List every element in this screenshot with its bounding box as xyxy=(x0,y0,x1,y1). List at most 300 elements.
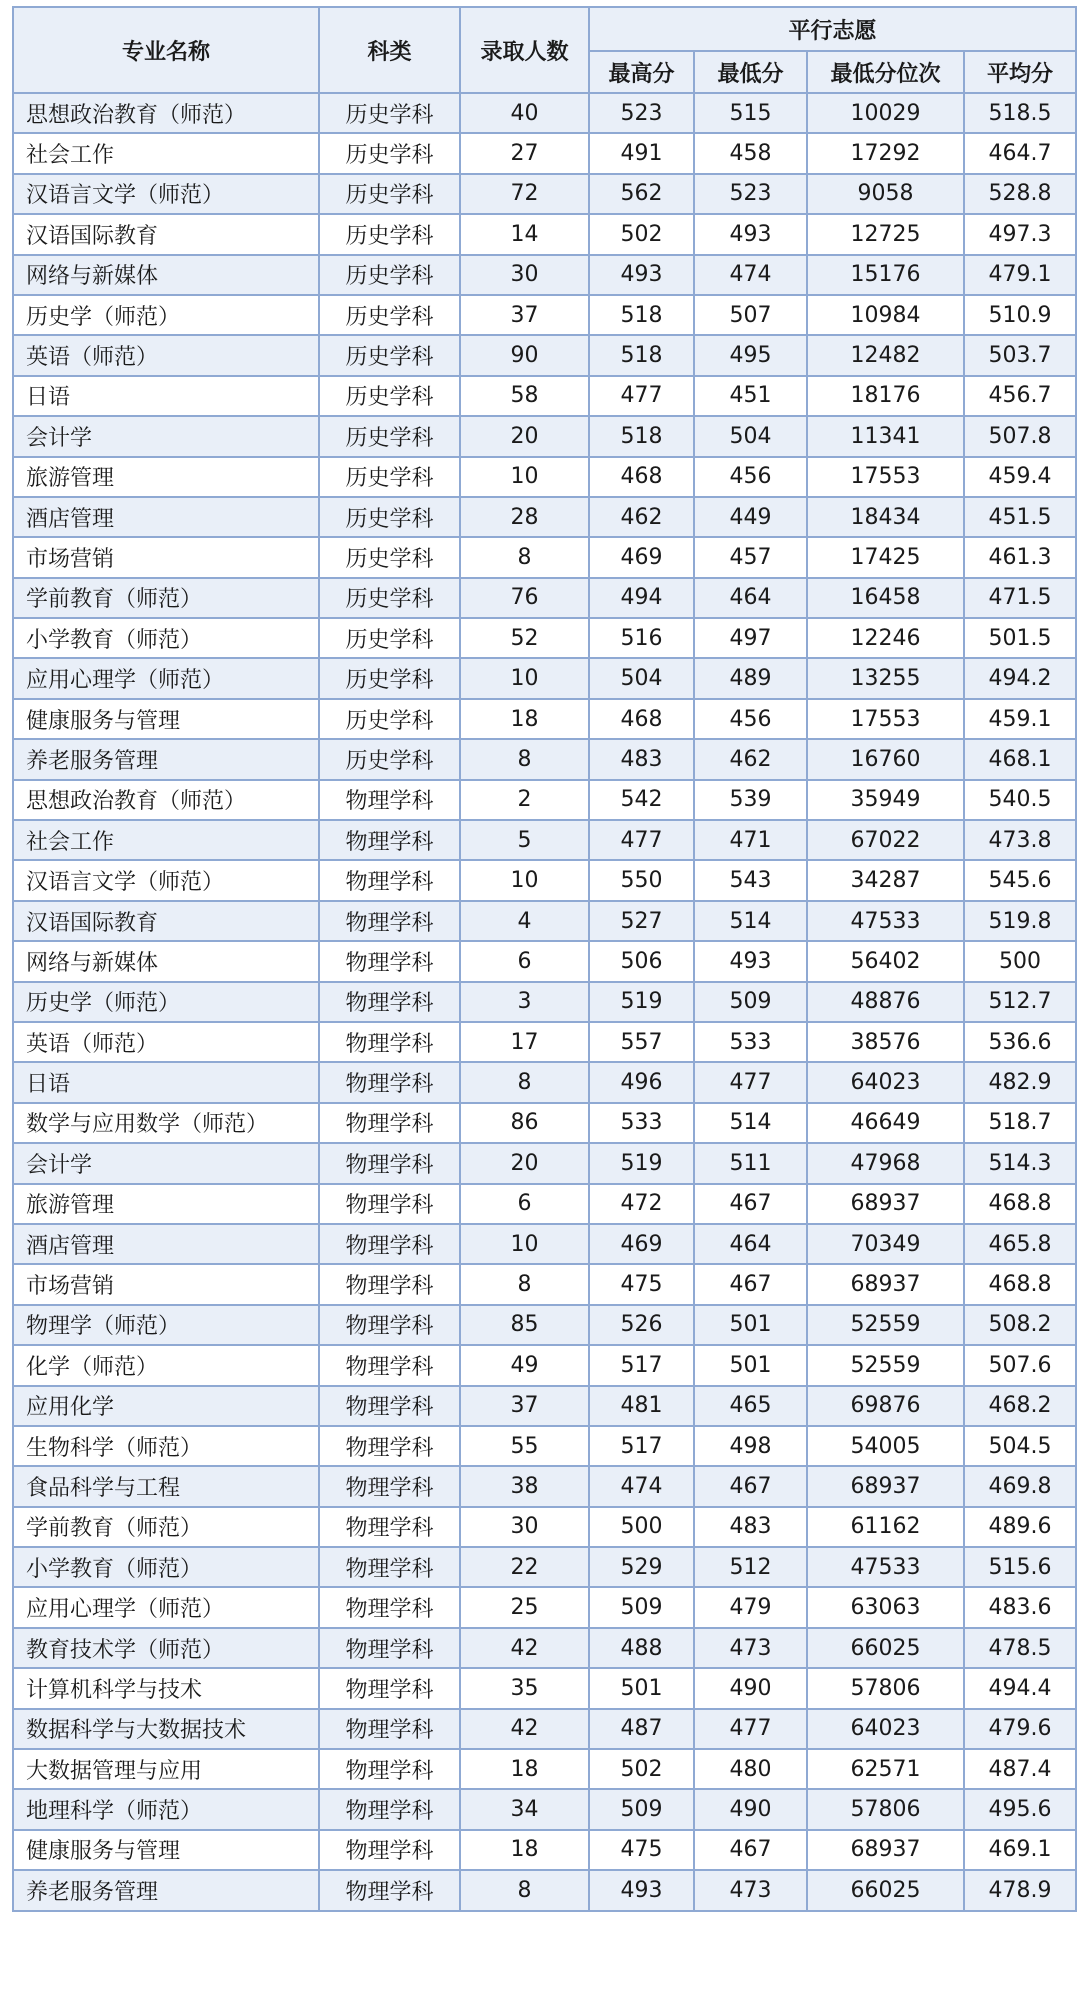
avg-score-cell: 468.8 xyxy=(964,1264,1076,1304)
major-cell: 汉语国际教育 xyxy=(13,901,319,941)
min-score-cell: 511 xyxy=(694,1143,807,1183)
table-row xyxy=(13,1386,1076,1426)
table-row xyxy=(13,1830,1076,1870)
category-cell: 物理学科 xyxy=(319,1587,460,1627)
min-score-cell: 493 xyxy=(694,214,807,254)
category-cell: 历史学科 xyxy=(319,578,460,618)
major-cell: 小学教育（师范） xyxy=(13,1547,319,1587)
admission-scores-table xyxy=(12,6,1077,1912)
table-row xyxy=(13,901,1076,941)
header-parallel: 平行志愿 xyxy=(589,7,1076,51)
max-score-cell: 542 xyxy=(589,780,694,820)
avg-score-cell: 473.8 xyxy=(964,820,1076,860)
avg-score-cell: 512.7 xyxy=(964,982,1076,1022)
enrolled-cell: 28 xyxy=(460,497,589,537)
min-rank-cell: 48876 xyxy=(807,982,964,1022)
major-cell: 旅游管理 xyxy=(13,1184,319,1224)
major-cell: 网络与新媒体 xyxy=(13,941,319,981)
table-row xyxy=(13,1062,1076,1102)
major-cell: 会计学 xyxy=(13,416,319,456)
category-cell: 历史学科 xyxy=(319,457,460,497)
max-score-cell: 502 xyxy=(589,1749,694,1789)
major-cell: 汉语国际教育 xyxy=(13,214,319,254)
min-score-cell: 514 xyxy=(694,901,807,941)
min-rank-cell: 10029 xyxy=(807,93,964,133)
table-row xyxy=(13,1184,1076,1224)
enrolled-cell: 8 xyxy=(460,537,589,577)
table-row xyxy=(13,537,1076,577)
min-score-cell: 474 xyxy=(694,255,807,295)
category-cell: 物理学科 xyxy=(319,1547,460,1587)
avg-score-cell: 528.8 xyxy=(964,174,1076,214)
category-cell: 历史学科 xyxy=(319,739,460,779)
enrolled-cell: 14 xyxy=(460,214,589,254)
max-score-cell: 517 xyxy=(589,1345,694,1385)
min-rank-cell: 46649 xyxy=(807,1103,964,1143)
enrolled-cell: 8 xyxy=(460,739,589,779)
header-enrolled: 录取人数 xyxy=(460,7,589,93)
header-avg: 平均分 xyxy=(964,51,1076,93)
avg-score-cell: 497.3 xyxy=(964,214,1076,254)
max-score-cell: 526 xyxy=(589,1305,694,1345)
category-cell: 历史学科 xyxy=(319,174,460,214)
table-row xyxy=(13,93,1076,133)
table-row xyxy=(13,1426,1076,1466)
min-score-cell: 477 xyxy=(694,1709,807,1749)
avg-score-cell: 519.8 xyxy=(964,901,1076,941)
enrolled-cell: 22 xyxy=(460,1547,589,1587)
table-row xyxy=(13,214,1076,254)
major-cell: 汉语言文学（师范） xyxy=(13,860,319,900)
category-cell: 历史学科 xyxy=(319,618,460,658)
major-cell: 学前教育（师范） xyxy=(13,1507,319,1547)
category-cell: 物理学科 xyxy=(319,1668,460,1708)
max-score-cell: 468 xyxy=(589,699,694,739)
enrolled-cell: 49 xyxy=(460,1345,589,1385)
table-row xyxy=(13,941,1076,981)
avg-score-cell: 465.8 xyxy=(964,1224,1076,1264)
max-score-cell: 477 xyxy=(589,820,694,860)
min-rank-cell: 47533 xyxy=(807,1547,964,1587)
major-cell: 会计学 xyxy=(13,1143,319,1183)
max-score-cell: 518 xyxy=(589,416,694,456)
major-cell: 社会工作 xyxy=(13,133,319,173)
avg-score-cell: 451.5 xyxy=(964,497,1076,537)
major-cell: 物理学（师范） xyxy=(13,1305,319,1345)
major-cell: 养老服务管理 xyxy=(13,739,319,779)
min-score-cell: 497 xyxy=(694,618,807,658)
avg-score-cell: 508.2 xyxy=(964,1305,1076,1345)
max-score-cell: 472 xyxy=(589,1184,694,1224)
max-score-cell: 496 xyxy=(589,1062,694,1102)
avg-score-cell: 468.8 xyxy=(964,1184,1076,1224)
major-cell: 市场营销 xyxy=(13,537,319,577)
min-score-cell: 471 xyxy=(694,820,807,860)
table-row xyxy=(13,376,1076,416)
avg-score-cell: 456.7 xyxy=(964,376,1076,416)
major-cell: 化学（师范） xyxy=(13,1345,319,1385)
table-row xyxy=(13,1547,1076,1587)
avg-score-cell: 479.6 xyxy=(964,1709,1076,1749)
max-score-cell: 509 xyxy=(589,1587,694,1627)
min-score-cell: 456 xyxy=(694,457,807,497)
category-cell: 物理学科 xyxy=(319,820,460,860)
table-row xyxy=(13,295,1076,335)
min-score-cell: 477 xyxy=(694,1062,807,1102)
major-cell: 应用心理学（师范） xyxy=(13,1587,319,1627)
min-rank-cell: 16458 xyxy=(807,578,964,618)
enrolled-cell: 20 xyxy=(460,1143,589,1183)
max-score-cell: 468 xyxy=(589,457,694,497)
max-score-cell: 475 xyxy=(589,1264,694,1304)
min-score-cell: 490 xyxy=(694,1789,807,1829)
min-score-cell: 464 xyxy=(694,578,807,618)
major-cell: 酒店管理 xyxy=(13,497,319,537)
avg-score-cell: 503.7 xyxy=(964,335,1076,375)
category-cell: 物理学科 xyxy=(319,1426,460,1466)
major-cell: 小学教育（师范） xyxy=(13,618,319,658)
max-score-cell: 529 xyxy=(589,1547,694,1587)
category-cell: 历史学科 xyxy=(319,376,460,416)
min-score-cell: 512 xyxy=(694,1547,807,1587)
enrolled-cell: 42 xyxy=(460,1709,589,1749)
max-score-cell: 462 xyxy=(589,497,694,537)
category-cell: 物理学科 xyxy=(319,1789,460,1829)
table-row xyxy=(13,699,1076,739)
major-cell: 健康服务与管理 xyxy=(13,699,319,739)
category-cell: 物理学科 xyxy=(319,1345,460,1385)
major-cell: 英语（师范） xyxy=(13,1022,319,1062)
min-rank-cell: 34287 xyxy=(807,860,964,900)
category-cell: 物理学科 xyxy=(319,982,460,1022)
min-rank-cell: 18434 xyxy=(807,497,964,537)
min-score-cell: 509 xyxy=(694,982,807,1022)
enrolled-cell: 17 xyxy=(460,1022,589,1062)
major-cell: 历史学（师范） xyxy=(13,982,319,1022)
max-score-cell: 494 xyxy=(589,578,694,618)
min-rank-cell: 13255 xyxy=(807,658,964,698)
major-cell: 市场营销 xyxy=(13,1264,319,1304)
min-rank-cell: 18176 xyxy=(807,376,964,416)
avg-score-cell: 471.5 xyxy=(964,578,1076,618)
category-cell: 物理学科 xyxy=(319,780,460,820)
min-score-cell: 462 xyxy=(694,739,807,779)
avg-score-cell: 507.6 xyxy=(964,1345,1076,1385)
category-cell: 物理学科 xyxy=(319,1830,460,1870)
category-cell: 历史学科 xyxy=(319,255,460,295)
category-cell: 物理学科 xyxy=(319,1305,460,1345)
enrolled-cell: 8 xyxy=(460,1264,589,1304)
min-rank-cell: 35949 xyxy=(807,780,964,820)
avg-score-cell: 478.9 xyxy=(964,1870,1076,1910)
min-score-cell: 493 xyxy=(694,941,807,981)
table-row xyxy=(13,982,1076,1022)
major-cell: 生物科学（师范） xyxy=(13,1426,319,1466)
min-rank-cell: 57806 xyxy=(807,1789,964,1829)
table-row xyxy=(13,739,1076,779)
major-cell: 日语 xyxy=(13,1062,319,1102)
enrolled-cell: 34 xyxy=(460,1789,589,1829)
min-rank-cell: 67022 xyxy=(807,820,964,860)
table-row xyxy=(13,1628,1076,1668)
avg-score-cell: 518.5 xyxy=(964,93,1076,133)
min-rank-cell: 68937 xyxy=(807,1264,964,1304)
avg-score-cell: 469.8 xyxy=(964,1466,1076,1506)
table-row xyxy=(13,1507,1076,1547)
table-row xyxy=(13,578,1076,618)
min-rank-cell: 61162 xyxy=(807,1507,964,1547)
table-row xyxy=(13,1224,1076,1264)
avg-score-cell: 459.1 xyxy=(964,699,1076,739)
avg-score-cell: 540.5 xyxy=(964,780,1076,820)
avg-score-cell: 494.4 xyxy=(964,1668,1076,1708)
table-row xyxy=(13,335,1076,375)
category-cell: 物理学科 xyxy=(319,941,460,981)
major-cell: 食品科学与工程 xyxy=(13,1466,319,1506)
major-cell: 汉语言文学（师范） xyxy=(13,174,319,214)
max-score-cell: 491 xyxy=(589,133,694,173)
avg-score-cell: 489.6 xyxy=(964,1507,1076,1547)
enrolled-cell: 30 xyxy=(460,1507,589,1547)
min-score-cell: 480 xyxy=(694,1749,807,1789)
avg-score-cell: 494.2 xyxy=(964,658,1076,698)
major-cell: 应用化学 xyxy=(13,1386,319,1426)
min-rank-cell: 57806 xyxy=(807,1668,964,1708)
avg-score-cell: 468.1 xyxy=(964,739,1076,779)
min-score-cell: 483 xyxy=(694,1507,807,1547)
avg-score-cell: 461.3 xyxy=(964,537,1076,577)
enrolled-cell: 4 xyxy=(460,901,589,941)
table-row xyxy=(13,658,1076,698)
min-score-cell: 473 xyxy=(694,1628,807,1668)
enrolled-cell: 10 xyxy=(460,457,589,497)
major-cell: 旅游管理 xyxy=(13,457,319,497)
enrolled-cell: 27 xyxy=(460,133,589,173)
min-score-cell: 507 xyxy=(694,295,807,335)
avg-score-cell: 507.8 xyxy=(964,416,1076,456)
max-score-cell: 469 xyxy=(589,1224,694,1264)
min-rank-cell: 12725 xyxy=(807,214,964,254)
max-score-cell: 474 xyxy=(589,1466,694,1506)
table-row xyxy=(13,1709,1076,1749)
major-cell: 数据科学与大数据技术 xyxy=(13,1709,319,1749)
enrolled-cell: 37 xyxy=(460,1386,589,1426)
enrolled-cell: 40 xyxy=(460,93,589,133)
min-score-cell: 467 xyxy=(694,1466,807,1506)
category-cell: 物理学科 xyxy=(319,1264,460,1304)
category-cell: 物理学科 xyxy=(319,1184,460,1224)
major-cell: 历史学（师范） xyxy=(13,295,319,335)
max-score-cell: 519 xyxy=(589,1143,694,1183)
min-rank-cell: 66025 xyxy=(807,1628,964,1668)
table-row xyxy=(13,1587,1076,1627)
category-cell: 物理学科 xyxy=(319,1103,460,1143)
major-cell: 酒店管理 xyxy=(13,1224,319,1264)
table-row xyxy=(13,1022,1076,1062)
category-cell: 历史学科 xyxy=(319,658,460,698)
table-row xyxy=(13,457,1076,497)
min-rank-cell: 69876 xyxy=(807,1386,964,1426)
min-score-cell: 539 xyxy=(694,780,807,820)
enrolled-cell: 10 xyxy=(460,860,589,900)
major-cell: 日语 xyxy=(13,376,319,416)
category-cell: 物理学科 xyxy=(319,1022,460,1062)
min-score-cell: 465 xyxy=(694,1386,807,1426)
avg-score-cell: 478.5 xyxy=(964,1628,1076,1668)
min-rank-cell: 47968 xyxy=(807,1143,964,1183)
min-rank-cell: 38576 xyxy=(807,1022,964,1062)
min-rank-cell: 16760 xyxy=(807,739,964,779)
enrolled-cell: 5 xyxy=(460,820,589,860)
min-score-cell: 456 xyxy=(694,699,807,739)
min-rank-cell: 15176 xyxy=(807,255,964,295)
avg-score-cell: 536.6 xyxy=(964,1022,1076,1062)
min-score-cell: 458 xyxy=(694,133,807,173)
avg-score-cell: 510.9 xyxy=(964,295,1076,335)
min-score-cell: 515 xyxy=(694,93,807,133)
enrolled-cell: 18 xyxy=(460,699,589,739)
max-score-cell: 483 xyxy=(589,739,694,779)
major-cell: 教育技术学（师范） xyxy=(13,1628,319,1668)
category-cell: 物理学科 xyxy=(319,860,460,900)
max-score-cell: 488 xyxy=(589,1628,694,1668)
max-score-cell: 477 xyxy=(589,376,694,416)
header-min: 最低分 xyxy=(694,51,807,93)
table-row xyxy=(13,1789,1076,1829)
table-row xyxy=(13,1143,1076,1183)
min-rank-cell: 17553 xyxy=(807,699,964,739)
avg-score-cell: 464.7 xyxy=(964,133,1076,173)
max-score-cell: 493 xyxy=(589,255,694,295)
enrolled-cell: 8 xyxy=(460,1062,589,1102)
enrolled-cell: 25 xyxy=(460,1587,589,1627)
min-rank-cell: 68937 xyxy=(807,1466,964,1506)
min-score-cell: 489 xyxy=(694,658,807,698)
enrolled-cell: 2 xyxy=(460,780,589,820)
max-score-cell: 509 xyxy=(589,1789,694,1829)
table-row xyxy=(13,133,1076,173)
category-cell: 物理学科 xyxy=(319,1143,460,1183)
min-score-cell: 473 xyxy=(694,1870,807,1910)
enrolled-cell: 18 xyxy=(460,1749,589,1789)
category-cell: 物理学科 xyxy=(319,1749,460,1789)
min-score-cell: 495 xyxy=(694,335,807,375)
min-rank-cell: 68937 xyxy=(807,1184,964,1224)
enrolled-cell: 20 xyxy=(460,416,589,456)
avg-score-cell: 459.4 xyxy=(964,457,1076,497)
max-score-cell: 493 xyxy=(589,1870,694,1910)
max-score-cell: 533 xyxy=(589,1103,694,1143)
enrolled-cell: 6 xyxy=(460,1184,589,1224)
table-row xyxy=(13,1668,1076,1708)
category-cell: 历史学科 xyxy=(319,133,460,173)
min-rank-cell: 52559 xyxy=(807,1345,964,1385)
category-cell: 历史学科 xyxy=(319,214,460,254)
major-cell: 应用心理学（师范） xyxy=(13,658,319,698)
avg-score-cell: 483.6 xyxy=(964,1587,1076,1627)
enrolled-cell: 42 xyxy=(460,1628,589,1668)
max-score-cell: 500 xyxy=(589,1507,694,1547)
category-cell: 历史学科 xyxy=(319,93,460,133)
table-body xyxy=(13,93,1076,1911)
category-cell: 物理学科 xyxy=(319,1466,460,1506)
avg-score-cell: 487.4 xyxy=(964,1749,1076,1789)
max-score-cell: 518 xyxy=(589,335,694,375)
max-score-cell: 481 xyxy=(589,1386,694,1426)
major-cell: 大数据管理与应用 xyxy=(13,1749,319,1789)
min-score-cell: 449 xyxy=(694,497,807,537)
header-category: 科类 xyxy=(319,7,460,93)
max-score-cell: 562 xyxy=(589,174,694,214)
avg-score-cell: 495.6 xyxy=(964,1789,1076,1829)
avg-score-cell: 469.1 xyxy=(964,1830,1076,1870)
min-score-cell: 479 xyxy=(694,1587,807,1627)
min-score-cell: 523 xyxy=(694,174,807,214)
major-cell: 社会工作 xyxy=(13,820,319,860)
avg-score-cell: 518.7 xyxy=(964,1103,1076,1143)
avg-score-cell: 468.2 xyxy=(964,1386,1076,1426)
category-cell: 历史学科 xyxy=(319,497,460,537)
enrolled-cell: 52 xyxy=(460,618,589,658)
enrolled-cell: 72 xyxy=(460,174,589,214)
min-rank-cell: 10984 xyxy=(807,295,964,335)
avg-score-cell: 501.5 xyxy=(964,618,1076,658)
min-rank-cell: 56402 xyxy=(807,941,964,981)
min-rank-cell: 68937 xyxy=(807,1830,964,1870)
max-score-cell: 504 xyxy=(589,658,694,698)
enrolled-cell: 6 xyxy=(460,941,589,981)
min-score-cell: 467 xyxy=(694,1184,807,1224)
min-rank-cell: 17425 xyxy=(807,537,964,577)
max-score-cell: 527 xyxy=(589,901,694,941)
max-score-cell: 557 xyxy=(589,1022,694,1062)
header-major: 专业名称 xyxy=(13,7,319,93)
header-max: 最高分 xyxy=(589,51,694,93)
table-row xyxy=(13,1345,1076,1385)
min-score-cell: 504 xyxy=(694,416,807,456)
category-cell: 物理学科 xyxy=(319,901,460,941)
enrolled-cell: 76 xyxy=(460,578,589,618)
enrolled-cell: 37 xyxy=(460,295,589,335)
major-cell: 网络与新媒体 xyxy=(13,255,319,295)
min-rank-cell: 66025 xyxy=(807,1870,964,1910)
min-rank-cell: 63063 xyxy=(807,1587,964,1627)
min-rank-cell: 62571 xyxy=(807,1749,964,1789)
enrolled-cell: 10 xyxy=(460,658,589,698)
category-cell: 物理学科 xyxy=(319,1507,460,1547)
avg-score-cell: 479.1 xyxy=(964,255,1076,295)
min-score-cell: 501 xyxy=(694,1305,807,1345)
enrolled-cell: 10 xyxy=(460,1224,589,1264)
category-cell: 历史学科 xyxy=(319,699,460,739)
table-row xyxy=(13,1305,1076,1345)
min-rank-cell: 47533 xyxy=(807,901,964,941)
max-score-cell: 550 xyxy=(589,860,694,900)
min-rank-cell: 52559 xyxy=(807,1305,964,1345)
max-score-cell: 519 xyxy=(589,982,694,1022)
min-score-cell: 467 xyxy=(694,1264,807,1304)
category-cell: 历史学科 xyxy=(319,416,460,456)
min-score-cell: 464 xyxy=(694,1224,807,1264)
min-score-cell: 457 xyxy=(694,537,807,577)
major-cell: 健康服务与管理 xyxy=(13,1830,319,1870)
enrolled-cell: 55 xyxy=(460,1426,589,1466)
min-score-cell: 514 xyxy=(694,1103,807,1143)
enrolled-cell: 3 xyxy=(460,982,589,1022)
enrolled-cell: 90 xyxy=(460,335,589,375)
avg-score-cell: 500 xyxy=(964,941,1076,981)
min-rank-cell: 12246 xyxy=(807,618,964,658)
